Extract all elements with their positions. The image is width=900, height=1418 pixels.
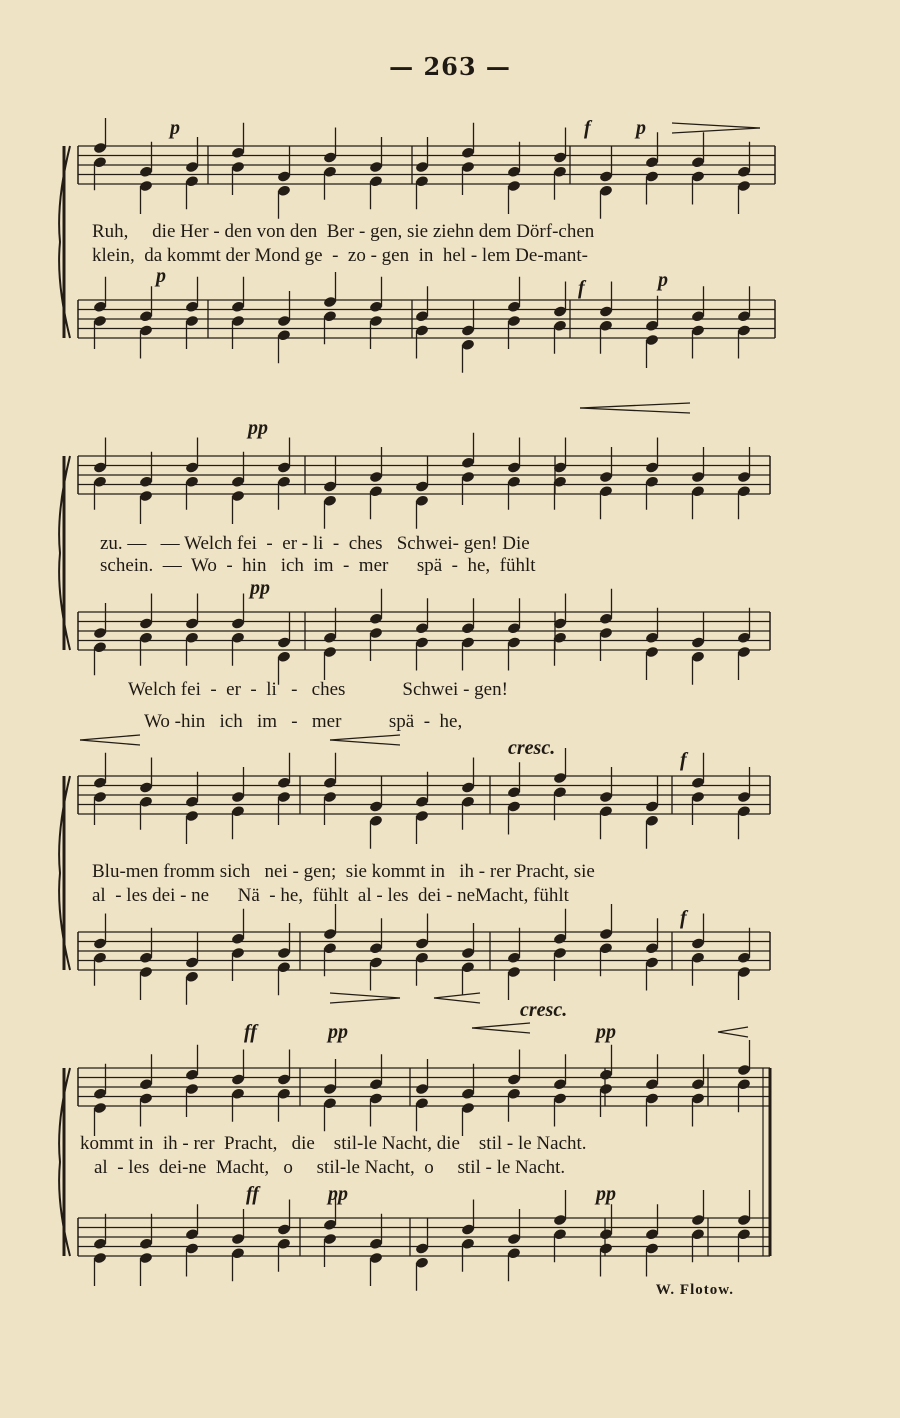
hairpin [472,1028,530,1033]
dynamic-mark: f [578,277,585,299]
dynamic-mark: pp [328,1183,348,1205]
dynamic-mark: f [680,749,687,771]
dynamic-mark: cresc. [508,737,556,759]
hairpin [330,998,400,1003]
dynamic-mark: f [680,907,687,929]
hairpin [330,735,400,740]
hairpin [330,993,400,998]
hairpin [580,408,690,413]
dynamic-mark: pp [596,1183,616,1205]
dynamic-mark: p [170,117,180,139]
hairpin [718,1027,748,1032]
lyric-verse-2: klein, da kommt der Mond ge - zo - gen in hel - lem De-mant- [92,245,588,266]
dynamic-mark: p [156,265,166,287]
lyric-verse-1: kommt in ih - rer Pracht, die stil-le Nacht, die stil - le Nacht. [80,1133,587,1154]
composer-credit: W. Flotow. [655,1282,734,1298]
hairpin [718,1032,748,1037]
dynamic-mark: pp [596,1021,616,1043]
hairpin [434,993,480,998]
lyric-bass-2: Wo -hin ich im - mer spä - he, [144,711,463,732]
hairpin [672,123,760,128]
hairpin [472,1023,530,1028]
lyric-verse-2: schein. — Wo - hin ich im - mer spä - he, fühlt [100,555,536,576]
hairpin [80,740,140,745]
hairpin [80,735,140,740]
dynamic-mark: ff [244,1021,257,1043]
hairpin [330,740,400,745]
dynamic-mark: ff [246,1183,259,1205]
lyric-verse-1: zu. — — Welch fei - er - li - ches Schwei- gen! Die [100,533,530,554]
page-number: — 263 — [389,52,511,81]
dynamic-mark: f [584,117,591,139]
lyric-verse-2: al - les dei-ne Macht, o stil-le Nacht, o stil - le Nacht. [94,1157,566,1178]
lyric-verse-1: Blu-men fromm sich nei - gen; sie kommt in ih - rer Pracht, sie [92,861,595,882]
lyric-bass-1: Welch fei - er - li - ches Schwei - gen! [128,679,508,700]
hairpin [580,403,690,408]
lyric-verse-2: al - les dei - ne Nä - he, fühlt al - les dei - neMacht, fühlt [92,885,569,906]
dynamic-mark: pp [328,1021,348,1043]
hairpin [672,128,760,133]
lyric-verse-1: Ruh, die Her - den von den Ber - gen, sie ziehn dem Dörf-chen [92,221,595,242]
dynamic-mark: p [636,117,646,139]
dynamic-mark: pp [248,417,268,439]
dynamic-mark: pp [250,577,270,599]
dynamic-mark: cresc. [520,999,568,1021]
hairpin [434,998,480,1003]
dynamic-mark: p [658,269,668,291]
